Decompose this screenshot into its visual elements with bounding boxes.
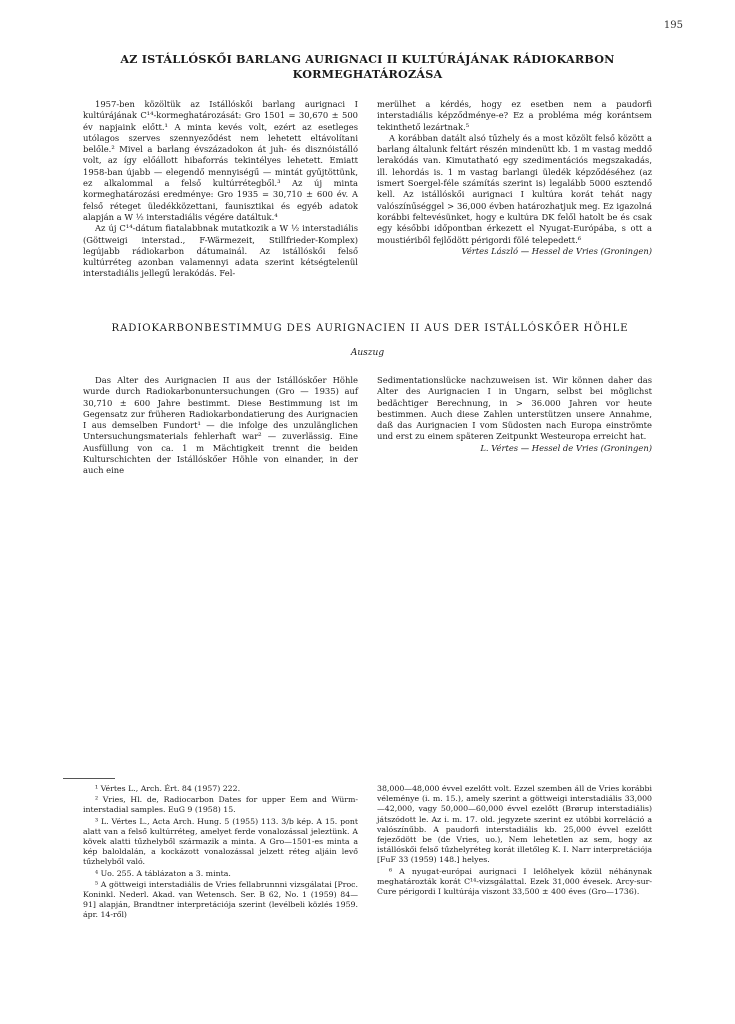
page-number: 195 [663,20,683,31]
german-paragraph: Sedimentationslücke nachzuweisen ist. Wir können daher das Alter des Aurignacien I in Ungarn, selbst bei möglichst bedächtiger Berechnung, in > 36.000 Jahren vor heute bestimmen. Auch diese Zahlen unterstützen unsere Annahme, daß das Aurignacien I vom Südosten nach Europa einströmte und erst zu einem späteren Zeitpunkt Westeuropa erreicht hat. [377,375,652,442]
footnotes-right-column [377,784,652,898]
hungarian-paragraph: Az új C¹⁴-dátum fiatalabbnak mutatkozik a W ½ interstadiális (Göttweigi interstad., F-Wärmezeit, Stillfrieder-Komplex) legújabb rádiokarbon dátumainál. Az istállóskői felső kultúrréteg azonban valamennyi adata szerint kétségtelenül interstadiális jellegű lerakódás. Fel- [83,223,358,279]
hungarian-signature: Vértes László — Hessel de Vries (Groningen) [461,245,652,256]
hungarian-right-column [377,99,652,257]
german-right-column [377,375,652,454]
footnote: ² Vries, Hl. de, Radiocarbon Dates for upper Eem and Würm-interstadial samples. EuG 9 (1958) 15. [83,795,358,815]
footnote-divider [63,778,115,779]
footnote: ¹ Vértes L., Arch. Ért. 84 (1957) 222. [95,784,241,793]
auszug-label: Auszug [350,348,385,358]
article-title [95,52,640,82]
footnote: ³ L. Vértes L., Acta Arch. Hung. 5 (1955) 113. 3/b kép. A 15. pont alatt van a felső kultúrréteg, amelyet ferde vonalozással jeleztünk. A kövek alatti tűzhelyből származik a minta. A Gro—1501-es minta a kép baloldalán, a kockázott vonalozással jelzett réteg aljáin levő tűzhelyből való. [83,816,358,867]
german-signature: L. Vértes — Hessel de Vries (Groningen) [480,442,652,453]
footnotes-left-column [83,784,358,922]
german-summary-heading: RADIOKARBONBESTIMMUG DES AURIGNACIEN II AUS DER ISTÁLLÓSKŐER HÖHLE [111,323,629,334]
hungarian-paragraph: merülhet a kérdés, hogy ez esetben nem a paudorfi interstadiális képződménye-e? Ez a probléma még korántsem tekinthető lezártnak.⁵ [377,99,652,132]
footnote: ⁵ A göttweigi interstadiális de Vries fellabrunnni vizsgálatai [Proc. Koninkl. Nederl. Akad. van Wetensch. Ser. B 62, No. 1 (1959) 84—91] alapján, Brandtner interpretációja szerint (levélbeli közlés 1959. ápr. 14-ről) [83,879,358,920]
hungarian-paragraph: 1957-ben közöltük az Istállóskői barlang aurignaci I kultúrájának C¹⁴-kormeghatározását: Gro 1501 = 30,670 ± 500 év napjaink előtt.¹ A minta kevés volt, ezért az esetleges utólagos szerves szennyeződést nem lehetett eltávolítani belőle.² Mivel a barlang évszázadokon át juh- és disznóistálló volt, az így előállott hibaforrás tekintélyes lehetett. Emiatt 1958-ban újabb — elegendő mennyiségű — mintát gyűjtöttünk, ez alkalommal a felső kultúrrétegből.³ Az új minta kormeghatározási eredménye: Gro 1935 = 30,710 ± 600 év. A felső réteget üledékközettani, faunisztikai és egyéb adatok alapján a W ½ interstadiális végére datáltuk.⁴ [83,99,358,222]
title-line-1: AZ ISTÁLLÓSKŐI BARLANG AURIGNACI II KULTÚRÁJÁNAK RÁDIOKARBON [120,52,615,66]
title-line-2: KORMEGHATÁROZÁSA [292,67,443,81]
footnote: ⁶ A nyugat-európai aurignaci I lelőhelyek közül néhánynak meghatározták korát C¹⁴-vizsgálattal. Ezek 31,000 évesek. Arcy-sur-Cure périgordi I kultúrája viszont 33,500 ± 400 éves (Gro—1736). [377,866,652,897]
footnote-continuation: 38,000—48,000 évvel ezelőtt volt. Ezzel szemben áll de Vries korábbi véleménye (i. m. 15.), amely szerint a göttweigi interstadiális 33,000—42,000, vagy 50,000—60,000 évvel ezelőtt (Brørup interstadiális) játszódott le. Az i. m. 17. old. jegyzete szerint ez utóbbi korreláció a valószínűbb. A paudorfi interstadiális kb. 25,000 évvel ezelőtt fejeződött be (de Vries, uo.), Nem lehetetlen az sem, hogy az istállóskői felső tűzhelyréteg korát illetőleg K. I. Narr interpretációja [FuF 33 (1959) 148.] helyes. [377,784,652,865]
german-left-column [83,375,358,477]
footnote: ⁴ Uo. 255. A táblázaton a 3. minta. [95,868,231,878]
german-paragraph: Das Alter des Aurignacien II aus der Istállóskőer Höhle wurde durch Radiokarbonuntersuchungen (Gro — 1935) auf 30,710 ± 600 Jahre bestimmt. Diese Bestimmung ist im Gegensatz zur früheren Radiokarbondatierung des Aurignacien I aus demselben Fundort¹ — die infolge des unzulänglichen Untersuchungsmaterials fehlerhaft war² — zuverlässig. Eine Ausfüllung von ca. 1 m Mächtigkeit trennt die beiden Kulturschichten der Istállóskőer Höhle von einander, in der auch eine [83,375,358,476]
hungarian-left-column [83,99,358,280]
hungarian-paragraph: A korábban datált alsó tűzhely és a most közölt felső között a barlang általunk feltárt részén mindenütt kb. 1 m vastag meddő lerakódás van. Kimutatható egy szedimentációs megszakadás, ill. lehordás is. 1 m vastag barlangi üledék képződéséhez (az ismert Soergel-féle számítás szerint is) legalább 5000 esztendő kell. Az istállóskői aurignaci I kultúra korát tehát nagy valószínűséggel > 36,000 évben határozhatjuk meg. Ez igazolná korábbi feltevésünket, hogy e kultúra DK felől hatolt be és csak egy későbbi időpontban érkezett el Nyugat-Európába, s ott a moustiériből fejlődött périgordi fölé telepedett.⁶ [377,132,652,245]
